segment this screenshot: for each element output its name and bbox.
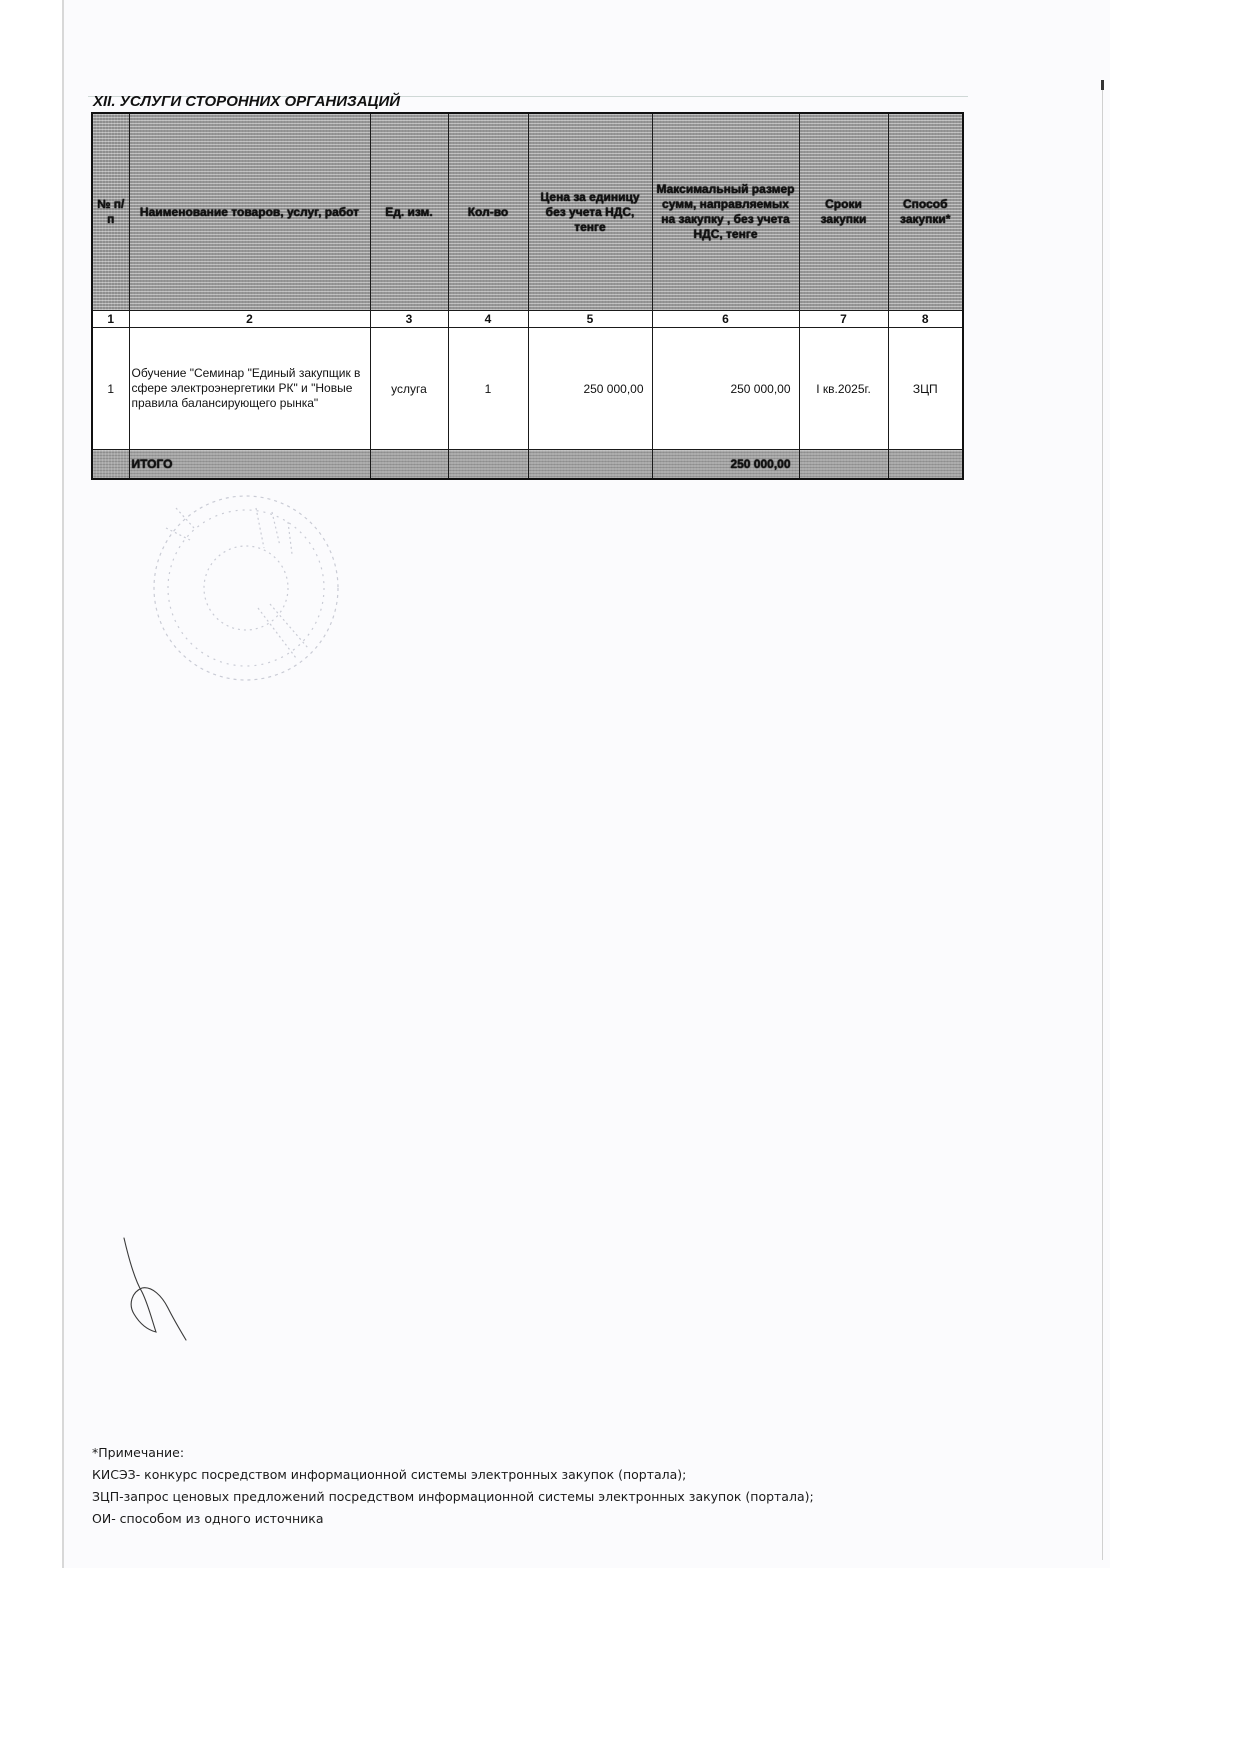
- column-number: 5: [528, 311, 652, 328]
- total-label: ИТОГО: [129, 450, 370, 480]
- page-edge: [1102, 80, 1103, 1560]
- header-cell-unit: Ед. изм.: [370, 113, 448, 311]
- item-qty: 1: [448, 328, 528, 450]
- section-title: XII. УСЛУГИ СТОРОННИХ ОРГАНИЗАЦИЙ: [93, 93, 401, 110]
- column-number-row: [92, 311, 963, 328]
- footnote: [92, 1442, 814, 1530]
- footnote-line: ОИ- способом из одного источника: [92, 1511, 324, 1526]
- row-number: 1: [92, 328, 129, 450]
- header-cell-num: № п/п: [92, 113, 129, 311]
- total-empty-cell: [528, 450, 652, 480]
- footnote-line: КИСЭЗ- конкурс посредством информационной системы электронных закупок (портала);: [92, 1467, 687, 1482]
- column-number: 7: [799, 311, 888, 328]
- item-period: I кв.2025г.: [799, 328, 888, 450]
- total-empty-cell: [888, 450, 963, 480]
- total-empty-cell: [799, 450, 888, 480]
- header-cell-period: Сроки закупки: [799, 113, 888, 311]
- column-number: 3: [370, 311, 448, 328]
- footnote-line: ЗЦП-запрос ценовых предложений посредством информационной системы электронных закупок (портала);: [92, 1489, 814, 1504]
- total-empty-cell: [92, 450, 129, 480]
- scan-margin: [0, 0, 62, 1568]
- table-header-row: [92, 113, 963, 311]
- scan-mark: [1101, 80, 1104, 90]
- total-amount: 250 000,00: [652, 450, 799, 480]
- column-number: 2: [129, 311, 370, 328]
- table-row: [92, 328, 963, 450]
- column-number: 8: [888, 311, 963, 328]
- header-cell-name: Наименование товаров, услуг, работ: [129, 113, 370, 311]
- header-cell-method: Способ закупки*: [888, 113, 963, 311]
- column-number: 1: [92, 311, 129, 328]
- item-unit: услуга: [370, 328, 448, 450]
- total-empty-cell: [370, 450, 448, 480]
- item-max-amount: 250 000,00: [652, 328, 799, 450]
- item-method: ЗЦП: [888, 328, 963, 450]
- item-unit-price: 250 000,00: [528, 328, 652, 450]
- signature-icon: [118, 1234, 198, 1344]
- column-number: 4: [448, 311, 528, 328]
- footnote-title: *Примечание:: [92, 1445, 185, 1460]
- procurement-table: [91, 112, 964, 480]
- header-cell-unit-price: Цена за единицу без учета НДС, тенге: [528, 113, 652, 311]
- stamp-icon: [146, 488, 346, 688]
- column-number: 6: [652, 311, 799, 328]
- item-name: Обучение "Семинар "Единый закупщик в сфере электроэнергетики РК" и "Новые правила балансирующего рынка": [129, 328, 370, 450]
- header-cell-qty: Кол-во: [448, 113, 528, 311]
- total-row: [92, 450, 963, 480]
- header-cell-max-amount: Максимальный размер сумм, направляемых на закупку , без учета НДС, тенге: [652, 113, 799, 311]
- total-empty-cell: [448, 450, 528, 480]
